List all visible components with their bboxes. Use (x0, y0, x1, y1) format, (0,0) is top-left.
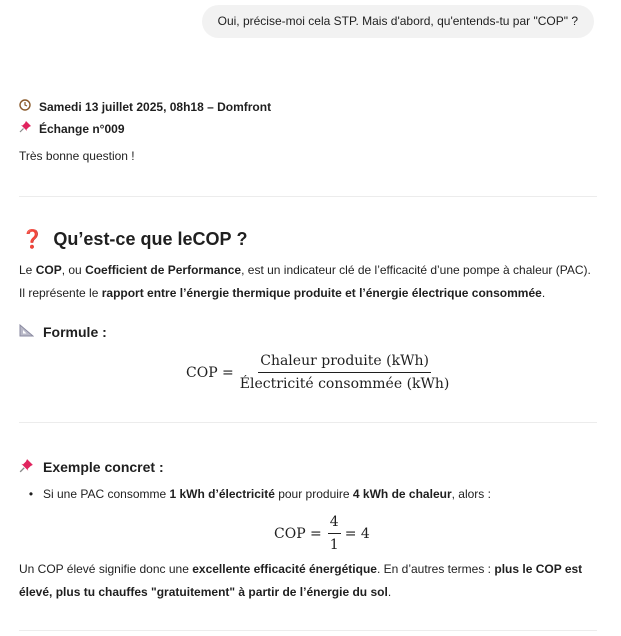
question-mark-icon: ❓ (21, 229, 44, 249)
pushpin-icon (19, 120, 35, 137)
heading-bold: COP (192, 229, 232, 249)
equation-rhs: = 4 (344, 525, 370, 542)
equation-numerator: 4 (328, 513, 341, 534)
list-item (19, 486, 491, 502)
exchange-line (19, 120, 125, 137)
list-item-text: Si une PAC consomme 1 kWh d’électricité pour produire 4 kWh de chaleur, alors : (43, 487, 491, 501)
equation-fraction (328, 513, 341, 554)
cop-definition: Le COP, ou Coefficient de Performance, est un indicateur clé de l’efficacité d’une pompe à chaleur (PAC). Il représente le rapport entre l’énergie thermique produite et l’énergie électrique consommée. (19, 263, 591, 300)
example-heading (19, 458, 164, 476)
formula-denominator: Électricité consommée (kWh) (239, 376, 450, 392)
date-text: Samedi 13 juillet 2025, 08h18 – Domfront (39, 100, 272, 114)
pushpin-icon (19, 458, 35, 476)
intro-text: Très bonne question ! (19, 149, 135, 163)
exchange-text: Échange n°009 (39, 121, 125, 136)
divider (19, 422, 597, 423)
equation-denominator: 1 (329, 537, 339, 553)
divider (19, 196, 597, 197)
divider (19, 630, 597, 631)
example-title: Exemple concret : (43, 459, 164, 475)
heading-prefix: Qu’est-ce que le (53, 229, 193, 249)
formula-title: Formule : (43, 324, 107, 340)
formula-numerator: Chaleur produite (kWh) (258, 352, 431, 373)
bullet-dot: • (28, 487, 34, 501)
cop-formula (186, 352, 449, 393)
formula-lhs: COP = (186, 364, 234, 381)
formula-fraction (240, 352, 450, 393)
formula-heading (19, 324, 107, 340)
user-message-bubble: Oui, précise-moi cela STP. Mais d'abord, qu'entends-tu par "COP" ? (202, 5, 594, 38)
clock-icon (19, 99, 35, 115)
date-line (19, 99, 271, 115)
example-equation (274, 513, 370, 554)
equation-lhs: COP = (274, 525, 322, 542)
heading-suffix: ? (231, 229, 248, 249)
triangle-ruler-icon (19, 324, 35, 340)
section-heading-cop (21, 229, 247, 250)
example-conclusion: Un COP élevé signifie donc une excellente efficacité énergétique. En d’autres termes : plus le COP est élevé, plus tu chauffes "gratuitement" à partir de l’énergie du sol. (19, 562, 583, 599)
